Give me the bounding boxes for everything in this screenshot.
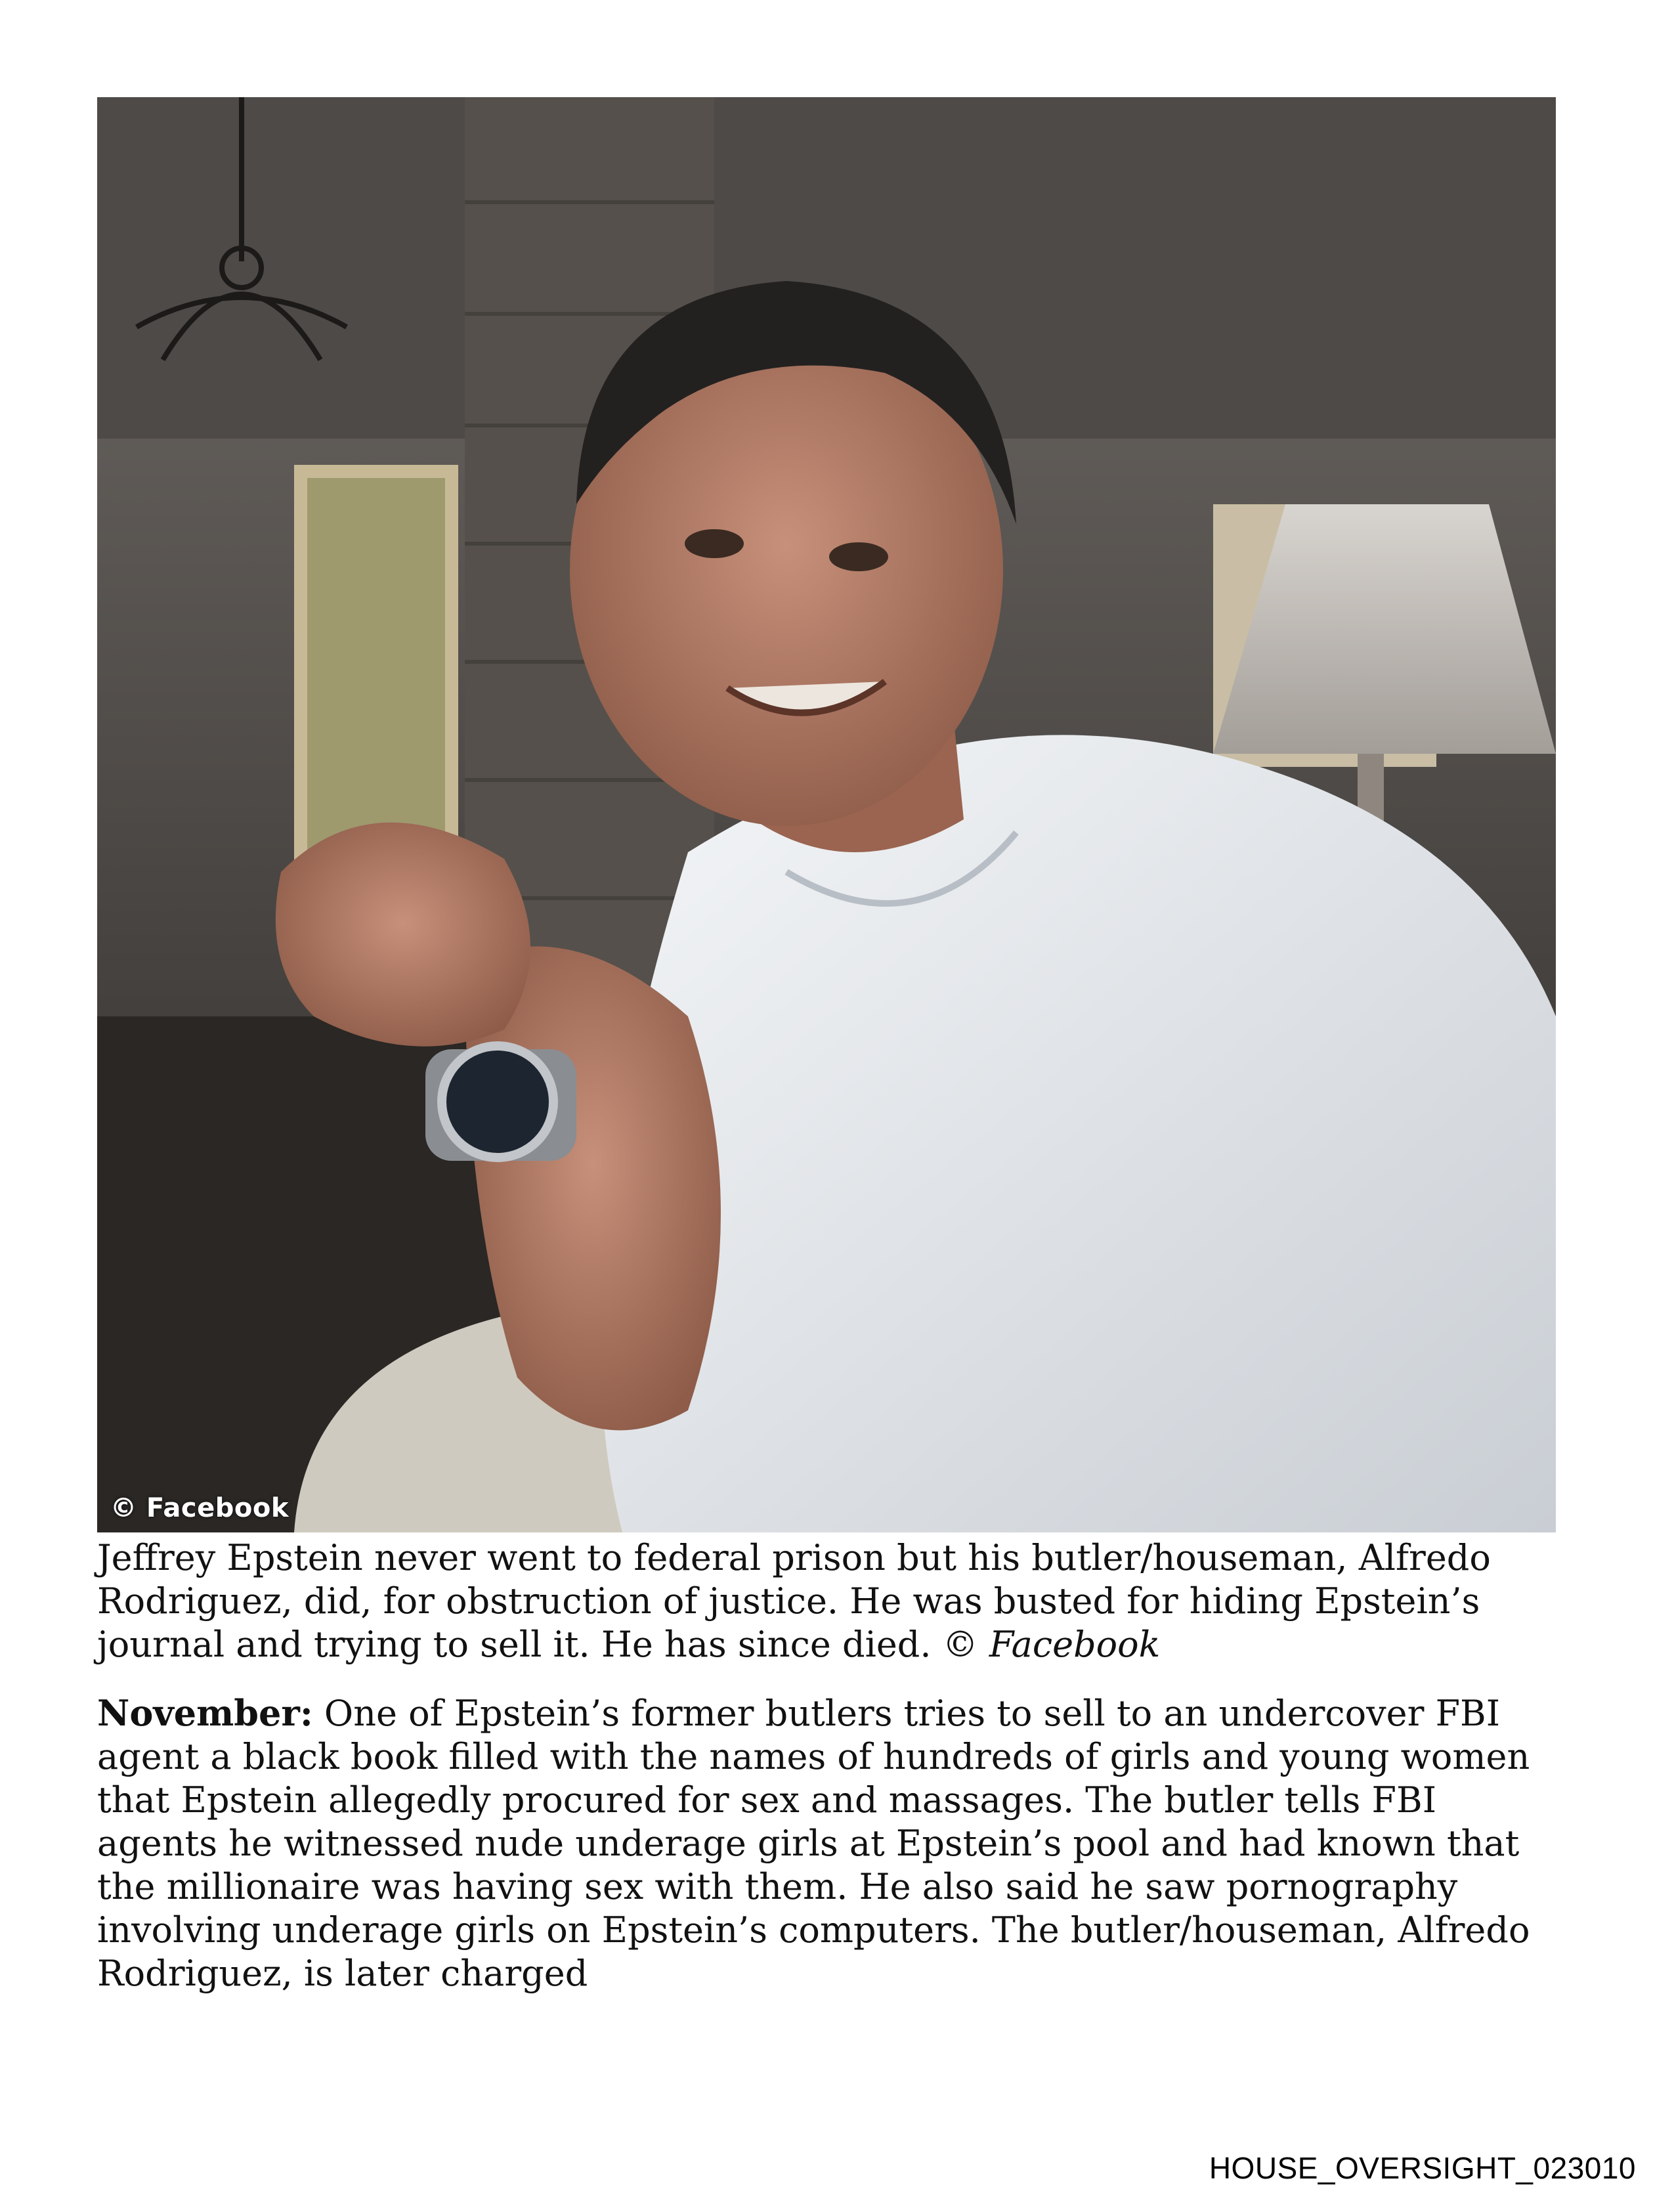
caption-credit: Facebook — [989, 1624, 1161, 1665]
entry-label: November: — [97, 1692, 313, 1734]
entry-text: One of Epstein’s former butlers tries to sell to an undercover FBI agent a black book filled with the names of hundreds of girls and young women that Epstein allegedly procured for sex and massages. The butler tells FBI agents he witnessed nude underage girls at Epstein’s pool and had known that the millionaire was having sex with them. He also said he saw pornography involving underage girls on Epstein’s computers. The butler/houseman, Alfredo Rodriguez, is later charged — [97, 1693, 1530, 1994]
photo-credit-watermark: © Facebook — [110, 1493, 289, 1523]
portrait-illustration — [97, 97, 1556, 1532]
caption-text: Jeffrey Epstein never went to federal prison but his butler/houseman, Alfredo Rodriguez, did, for obstruction of justice. He was busted for hiding Epstein’s journal and trying to sell it. He has since died. © — [97, 1537, 1491, 1665]
bates-number: HOUSE_OVERSIGHT_023010 — [1209, 2151, 1636, 2185]
timeline-entry — [97, 1691, 1568, 1995]
photo-caption — [97, 1536, 1568, 1666]
portrait-photo — [97, 97, 1556, 1532]
